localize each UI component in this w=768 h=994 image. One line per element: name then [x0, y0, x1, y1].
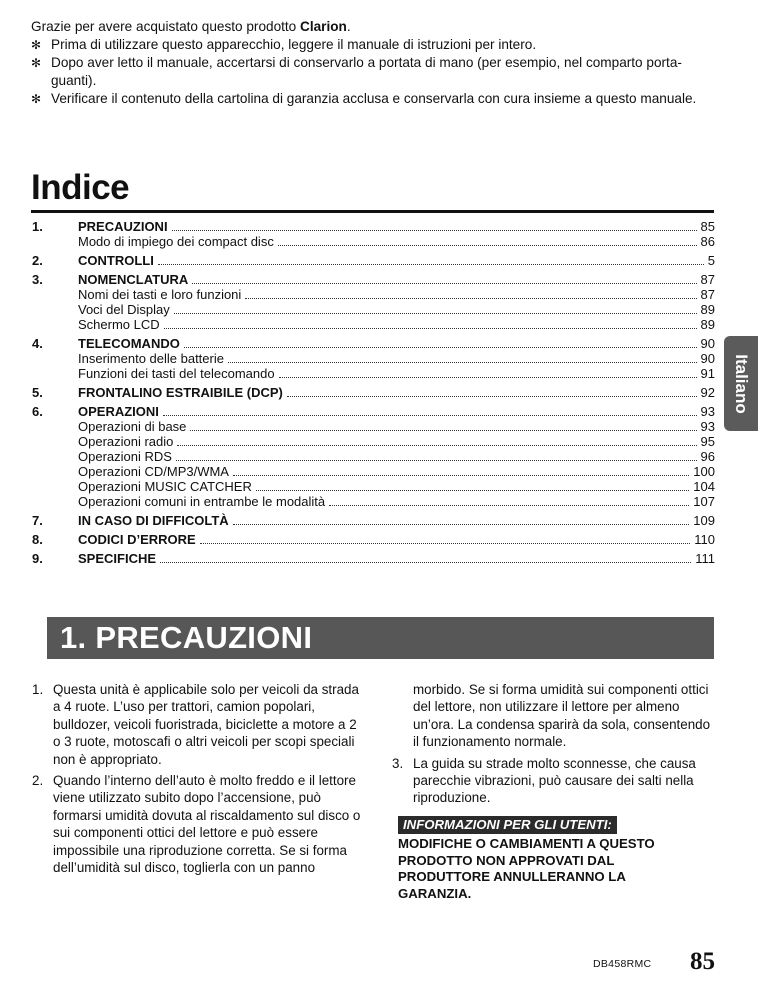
toc-chapter-number: 4. [32, 336, 43, 351]
section-banner [47, 617, 714, 659]
toc-entry-label: Inserimento delle batterie [78, 351, 224, 366]
toc-leader-dots [176, 460, 697, 461]
toc-leader-dots [233, 475, 689, 476]
toc-subsection-row [32, 419, 715, 434]
toc-entry-label: Schermo LCD [78, 317, 160, 332]
toc-chapter-number: 5. [32, 385, 43, 400]
toc-entry-label: Operazioni MUSIC CATCHER [78, 479, 252, 494]
precaution-item: 2. Quando l’interno dell’auto è molto freddo e il lettore viene utilizzato subito dopo l’accensione, può formarsi umidità dovuta al riscaldamento sul disco o sui componenti ottici del lettore e può essere impossibile una riproduzione corretta. Se si forma dell’umidità sul disco, toglierla con un panno [32, 773, 361, 876]
toc-page-number: 85 [700, 219, 715, 234]
toc-subsection-row [32, 494, 715, 509]
toc-leader-dots [172, 230, 697, 231]
intro-bullet: ✻ Prima di utilizzare questo apparecchio, leggere il manuale di istruzioni per intero. [31, 37, 537, 52]
toc-chapter-row [32, 253, 715, 268]
toc-chapter-row [32, 551, 715, 566]
toc-page-number: 92 [700, 385, 715, 400]
toc-subsection-row [32, 366, 715, 381]
toc-entry-label: Operazioni RDS [78, 449, 172, 464]
toc-subsection-row [32, 464, 715, 479]
toc-page-number: 93 [700, 404, 715, 419]
toc-chapter-row [32, 532, 715, 547]
toc-entry-label: CONTROLLI [78, 253, 154, 268]
index-title: Indice [31, 168, 130, 207]
toc-subsection-row [32, 317, 715, 332]
toc-page-number: 90 [700, 336, 715, 351]
toc-subsection-row [32, 234, 715, 249]
toc-page-number: 90 [700, 351, 715, 366]
toc-page-number: 89 [700, 317, 715, 332]
toc-page-number: 96 [700, 449, 715, 464]
toc-chapter-number: 9. [32, 551, 43, 566]
toc-entry-label: Nomi dei tasti e loro funzioni [78, 287, 242, 302]
index-divider [31, 210, 714, 213]
toc-leader-dots [233, 524, 690, 525]
toc-leader-dots [278, 245, 697, 246]
toc-chapter-number: 8. [32, 532, 43, 547]
precautions-left-column [32, 681, 367, 880]
intro-bullet: ✻ Dopo aver letto il manuale, accertarsi di conservarlo a portata di mano (per esempio, nel comparto porta-guanti). [31, 55, 682, 88]
toc-chapter-row [32, 385, 715, 400]
toc-subsection-row [32, 302, 715, 317]
table-of-contents [32, 219, 715, 566]
section-title: 1. PRECAUZIONI [60, 620, 313, 655]
asterisk-icon: ✻ [31, 38, 42, 52]
toc-leader-dots [287, 396, 697, 397]
toc-page-number: 87 [700, 272, 715, 287]
toc-entry-label: OPERAZIONI [78, 404, 159, 419]
precaution-item: 3. La guida su strade molto sconnesse, che causa parecchie vibrazioni, può causare dei salti nella riproduzione. [392, 755, 696, 806]
toc-leader-dots [256, 490, 689, 491]
toc-chapter-number: 7. [32, 513, 43, 528]
toc-leader-dots [160, 562, 691, 563]
toc-page-number: 110 [694, 532, 715, 547]
toc-subsection-row [32, 479, 715, 494]
toc-subsection-row [32, 449, 715, 464]
toc-entry-label: SPECIFICHE [78, 551, 157, 566]
page-number: 85 [690, 948, 715, 975]
toc-page-number: 109 [693, 513, 715, 528]
info-label: INFORMAZIONI PER GLI UTENTI: [398, 816, 617, 834]
toc-chapter-row [32, 513, 715, 528]
toc-entry-label: Operazioni CD/MP3/WMA [78, 464, 229, 479]
toc-entry-label: FRONTALINO ESTRAIBILE (DCP) [78, 385, 283, 400]
toc-page-number: 93 [700, 419, 715, 434]
toc-chapter-number: 1. [32, 219, 43, 234]
toc-chapter-row [32, 219, 715, 234]
toc-leader-dots [177, 445, 696, 446]
toc-entry-label: Modo di impiego dei compact disc [78, 234, 274, 249]
language-tab [724, 336, 758, 431]
toc-leader-dots [158, 264, 704, 265]
toc-leader-dots [192, 283, 696, 284]
precaution-item-continuation: morbido. Se si forma umidità sui componenti ottici del lettore, non utilizzare il lettore per almeno un’ora. La condensa sparirà da sola, consentendo il funzionamento normale. [413, 682, 711, 750]
asterisk-icon: ✻ [31, 92, 42, 106]
intro-bullet: ✻ Verificare il contenuto della cartolina di garanzia acclusa e conservarla con cura insieme a questo manuale. [31, 91, 697, 106]
intro-block [31, 18, 721, 108]
precautions-right-column [392, 681, 715, 811]
toc-leader-dots [164, 328, 697, 329]
toc-chapter-row [32, 272, 715, 287]
toc-subsection-row [32, 351, 715, 366]
warranty-warning: MODIFICHE O CAMBIAMENTI A QUESTO PRODOTTO NON APPROVATI DAL PRODUTTORE ANNULLERANNO LA GARANZIA. [398, 836, 655, 901]
toc-chapter-row [32, 404, 715, 419]
toc-entry-label: Operazioni radio [78, 434, 174, 449]
toc-entry-label: NOMENCLATURA [78, 272, 189, 287]
toc-leader-dots [190, 430, 696, 431]
toc-leader-dots [279, 377, 697, 378]
toc-subsection-row [32, 434, 715, 449]
toc-leader-dots [200, 543, 691, 544]
toc-chapter-number: 2. [32, 253, 43, 268]
toc-page-number: 86 [700, 234, 715, 249]
toc-entry-label: IN CASO DI DIFFICOLTÀ [78, 513, 229, 528]
toc-leader-dots [163, 415, 697, 416]
toc-entry-label: CODICI D’ERRORE [78, 532, 196, 547]
toc-entry-label: Operazioni comuni in entrambe le modalità [78, 494, 326, 509]
toc-entry-label: Voci del Display [78, 302, 170, 317]
toc-entry-label: Operazioni di base [78, 419, 187, 434]
toc-chapter-row [32, 336, 715, 351]
toc-entry-label: PRECAUZIONI [78, 219, 168, 234]
language-tab-label: Italiano [732, 353, 751, 414]
toc-chapter-number: 3. [32, 272, 43, 287]
thanks-line: Grazie per avere acquistato questo prodotto Clarion. [31, 19, 351, 34]
precaution-item: 1. Questa unità è applicabile solo per veicoli da strada a 4 ruote. L’uso per trattori, camion popolari, bulldozer, veicoli fuoristrada, biciclette a motore a 2 o 3 ruote, motoscafi o altri veicoli per scopi speciali non è appropriato. [32, 682, 359, 767]
toc-page-number: 111 [695, 551, 715, 566]
toc-page-number: 104 [693, 479, 715, 494]
toc-page-number: 5 [707, 253, 715, 268]
toc-leader-dots [245, 298, 696, 299]
model-code: DB458RMC [593, 958, 652, 970]
toc-leader-dots [174, 313, 697, 314]
toc-leader-dots [329, 505, 689, 506]
asterisk-icon: ✻ [31, 56, 42, 70]
toc-entry-label: TELECOMANDO [78, 336, 180, 351]
toc-leader-dots [184, 347, 697, 348]
toc-page-number: 87 [700, 287, 715, 302]
toc-page-number: 107 [693, 494, 715, 509]
toc-leader-dots [228, 362, 697, 363]
toc-chapter-number: 6. [32, 404, 43, 419]
toc-entry-label: Funzioni dei tasti del telecomando [78, 366, 275, 381]
toc-subsection-row [32, 287, 715, 302]
toc-page-number: 100 [693, 464, 715, 479]
toc-page-number: 95 [700, 434, 715, 449]
brand-name: Clarion [300, 19, 347, 34]
toc-page-number: 89 [700, 302, 715, 317]
toc-page-number: 91 [700, 366, 715, 381]
